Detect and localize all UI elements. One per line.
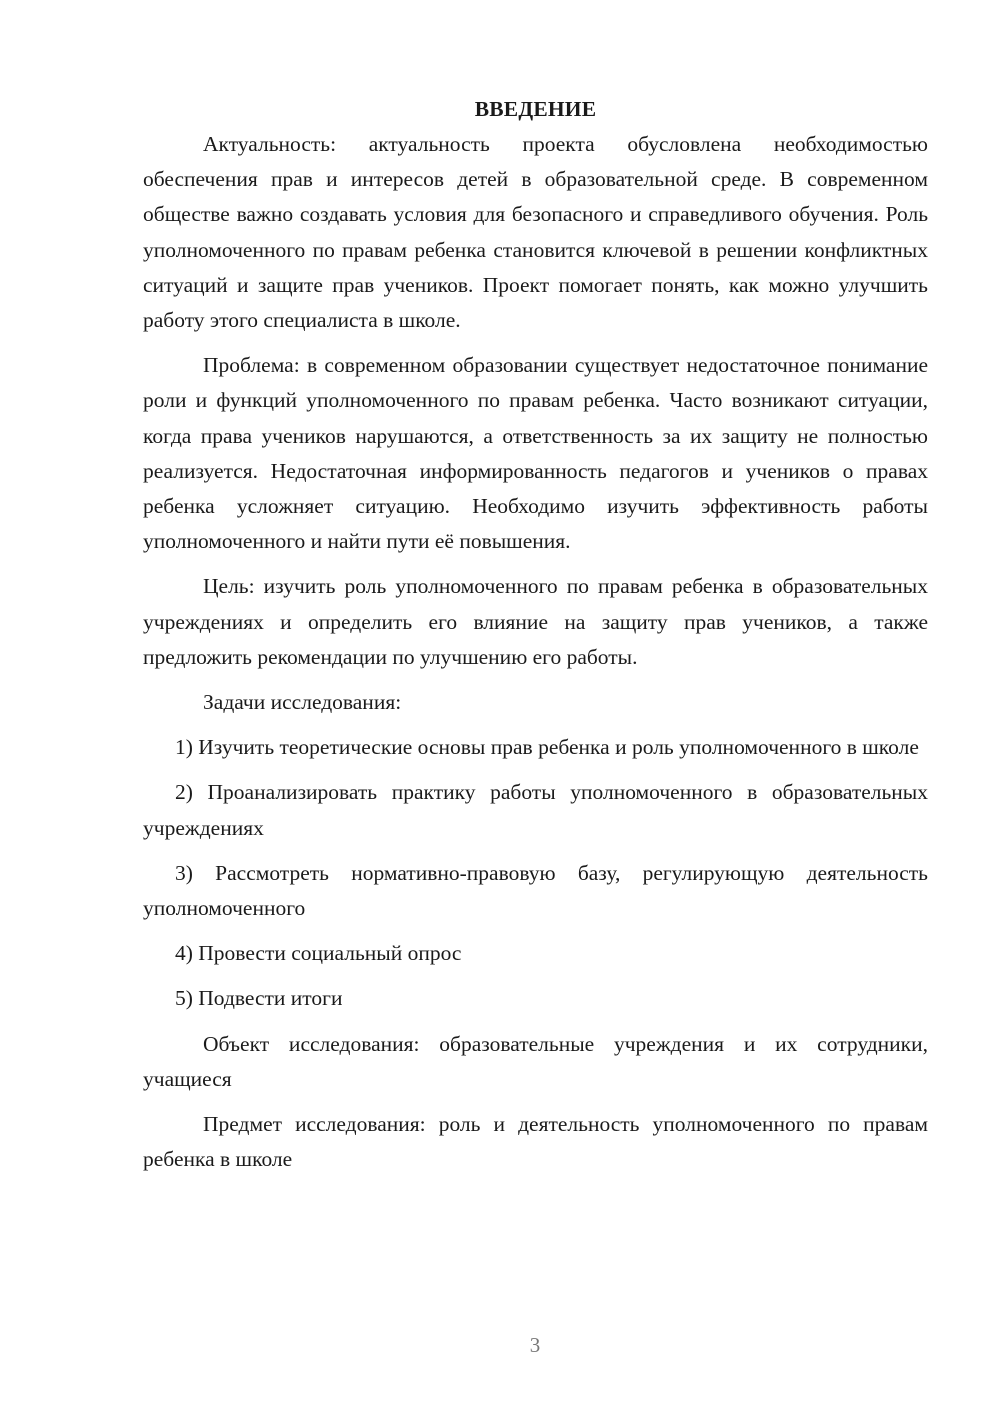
tasks-list [143,730,928,1016]
task-item-3: 3) Рассмотреть нормативно-правовую базу, регулирующую деятельность уполномоченного [143,860,928,921]
task-item-1: 1) Изучить теоретические основы прав ребенка и роль уполномоченного в школе [175,735,919,760]
task-item-4: 4) Провести социальный опрос [175,941,462,966]
object-paragraph: Объект исследования: образовательные учреждения и их сотрудники, учащиеся [143,1031,928,1091]
section-heading: ВВЕДЕНИЕ [474,97,597,121]
subject-paragraph: Предмет исследования: роль и деятельность уполномоченного по правам ребенка в школе [143,1112,928,1172]
goal-paragraph: Цель: изучить роль уполномоченного по правам ребенка в образовательных учреждениях и определить его влияние на защиту прав учеников, а также предложить рекомендации по улучшению его работы. [143,574,928,669]
page-number: 3 [529,1333,541,1357]
relevance-paragraph: Актуальность: актуальность проекта обусловлена необходимостью обеспечения прав и интересов детей в образовательной среде. В современном обществе важно создавать условия для безопасного и справедливого обучения. Роль уполномоченного по правам ребенка становится ключевой в решении конфликтных ситуаций и защите прав учеников. Проект помогает понять, как можно улучшить работу этого специалиста в школе. [143,132,928,333]
task-item-2: 2) Проанализировать практику работы уполномоченного в образовательных учреждениях [143,780,928,840]
tasks-heading: Задачи исследования: [203,690,402,715]
task-item-5: 5) Подвести итоги [175,986,343,1011]
problem-paragraph: Проблема: в современном образовании существует недостаточное понимание роли и функций уполномоченного по правам ребенка. Часто возникают ситуации, когда права учеников нарушаются, а ответственность за их защиту не полностью реализуется. Недостаточная информированность педагогов и учеников о правах ребенка усложняет ситуацию. Необходимо изучить эффективность работы уполномоченного и найти пути её повышения. [143,353,928,554]
document-page [143,92,928,1177]
